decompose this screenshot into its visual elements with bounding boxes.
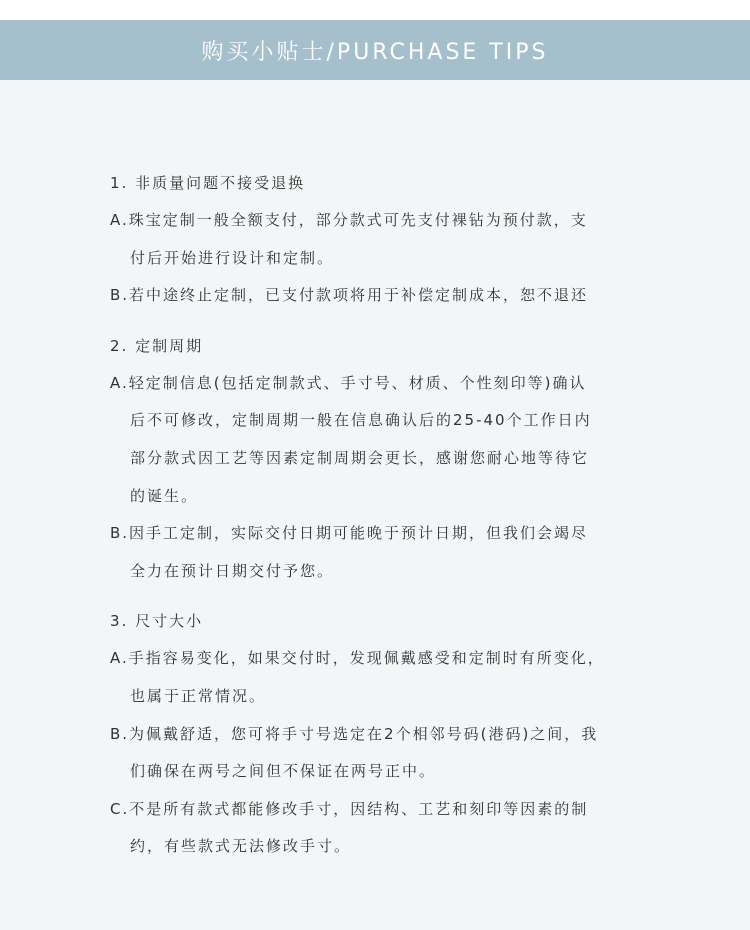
tip-item xyxy=(110,202,670,277)
tip-text-line: 后不可修改，定制周期一般在信息确认后的25-40个工作日内 xyxy=(130,411,592,430)
section-title: 3. 尺寸大小 xyxy=(110,612,204,631)
tips-section xyxy=(110,327,670,591)
tip-text-line: 部分款式因工艺等因素定制周期会更长，感谢您耐心地等待它 xyxy=(130,448,590,467)
tip-item xyxy=(110,640,670,715)
tips-list xyxy=(110,164,670,866)
tip-text-line: A.珠宝定制一般全额支付，部分款式可先支付裸钻为预付款，支 xyxy=(110,211,588,229)
tip-text-line: 约，有些款式无法修改手寸。 xyxy=(130,837,352,856)
tip-text-line: B.若中途终止定制，已支付款项将用于补偿定制成本，恕不退还 xyxy=(110,286,589,305)
tip-text-line: A.轻定制信息(包括定制款式、手寸号、材质、个性刻印等)确认 xyxy=(110,373,587,392)
section-gap xyxy=(110,590,670,602)
tip-text-line: C.不是所有款式都能修改手寸，因结构、工艺和刻印等因素的制 xyxy=(110,799,589,818)
tip-text-line: 全力在预计日期交付予您。 xyxy=(130,561,335,580)
section-title: 1. 非质量问题不接受退换 xyxy=(110,174,306,192)
tip-item xyxy=(110,515,670,590)
tip-item xyxy=(110,716,670,791)
tips-section xyxy=(110,602,670,866)
tips-section xyxy=(110,164,670,315)
section-title: 2. 定制周期 xyxy=(110,336,204,355)
tip-item xyxy=(110,365,670,515)
tip-item xyxy=(110,791,670,866)
tip-text-line: 付后开始进行设计和定制。 xyxy=(130,248,335,267)
tip-text-line: B.因手工定制，实际交付日期可能晚于预计日期，但我们会竭尽 xyxy=(110,524,589,543)
tip-text-line: A.手指容易变化，如果交付时，发现佩戴感受和定制时有所变化， xyxy=(110,649,605,668)
tips-content xyxy=(0,80,750,930)
banner-title: 购买小贴士/PURCHASE TIPS xyxy=(201,39,549,65)
section-gap xyxy=(110,315,670,327)
tip-text-line: B.为佩戴舒适，您可将手寸号选定在2个相邻号码(港码)之间，我 xyxy=(110,724,599,743)
tip-text-line: 的诞生。 xyxy=(130,486,199,505)
header-banner xyxy=(0,20,750,80)
tip-text-line: 也属于正常情况。 xyxy=(130,686,267,705)
tip-text-line: 们确保在两号之间但不保证在两号正中。 xyxy=(130,762,437,781)
tip-item xyxy=(110,277,670,315)
